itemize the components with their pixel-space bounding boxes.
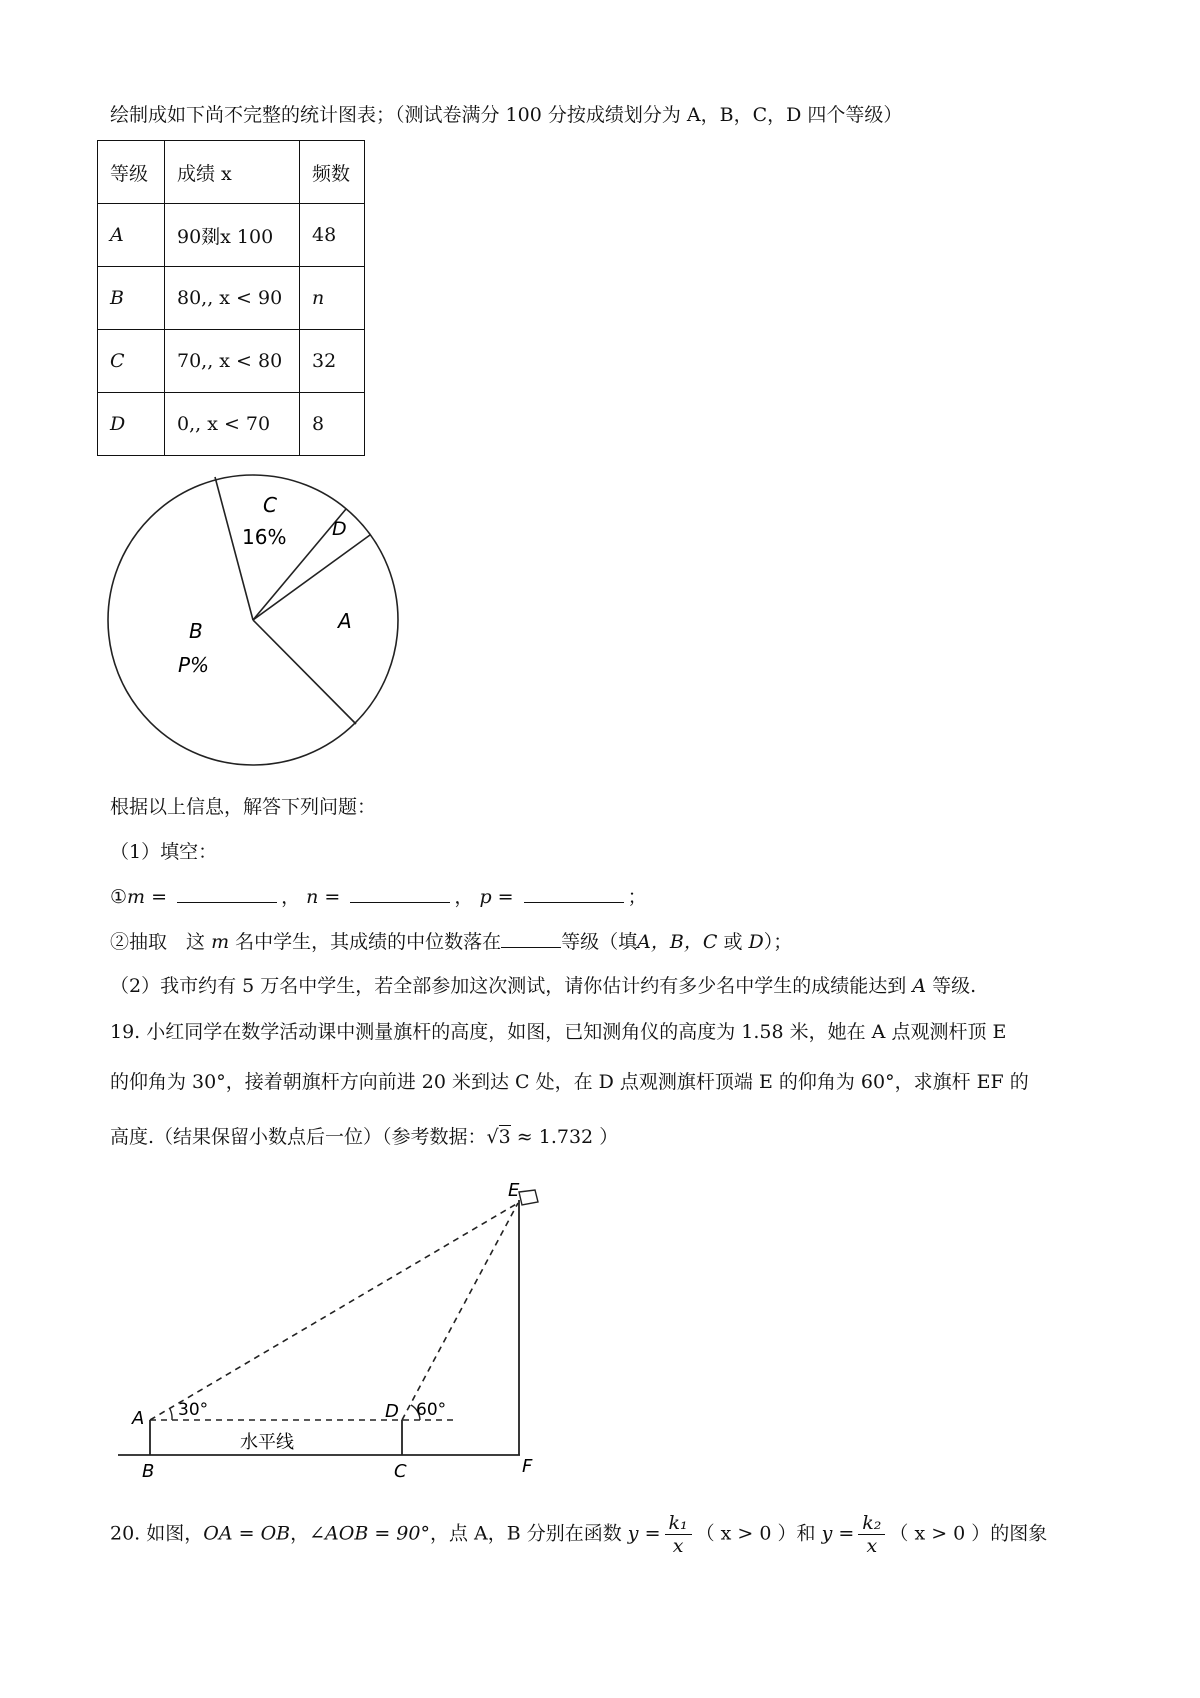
table-row bbox=[98, 330, 365, 393]
m-answer-blank[interactable] bbox=[177, 884, 277, 903]
table-row bbox=[98, 393, 365, 456]
table-cell: 0,, x < 70 bbox=[165, 393, 300, 456]
flag-icon bbox=[519, 1190, 538, 1205]
problem-19-line-1: 19. 小红同学在数学活动课中测量旗杆的高度，如图，已知测角仪的高度为 1.58 米，她在 A 点观测杆顶 E bbox=[110, 1021, 1007, 1043]
text: 20. 如图， bbox=[110, 1522, 204, 1545]
sqrt-radicand: 3 bbox=[498, 1126, 511, 1148]
end-punct: ； bbox=[627, 886, 647, 908]
label-d: D bbox=[385, 1401, 399, 1422]
letter-a: A bbox=[912, 975, 927, 997]
p-answer-blank[interactable] bbox=[524, 884, 624, 903]
table-cell: 8 bbox=[300, 393, 365, 456]
text: 或 bbox=[723, 931, 743, 953]
text: 等级（填 bbox=[561, 931, 638, 953]
flagpole-figure bbox=[100, 1180, 560, 1480]
sight-line-d-e bbox=[402, 1203, 518, 1420]
pie-label-a: A bbox=[338, 609, 352, 633]
equation: ∠AOB = 90° bbox=[309, 1522, 430, 1545]
equation: y = bbox=[821, 1522, 855, 1545]
table-cell: n bbox=[300, 267, 365, 330]
table-cell: A bbox=[98, 204, 165, 267]
m-label: m = bbox=[127, 886, 168, 908]
table-cell: B bbox=[98, 267, 165, 330]
angle-arc-30 bbox=[170, 1409, 172, 1420]
letter-d: D bbox=[748, 931, 764, 953]
label-a: A bbox=[132, 1408, 145, 1429]
pie-label-b-percent: P% bbox=[178, 653, 210, 677]
denominator: x bbox=[866, 1535, 878, 1557]
numerator: k₂ bbox=[858, 1512, 885, 1535]
text: 高度.（结果保留小数点后一位）（参考数据： bbox=[110, 1126, 487, 1148]
pie-label-c-percent: 16% bbox=[242, 525, 287, 549]
pie-label-c: C bbox=[263, 493, 277, 517]
intro-line: 绘制成如下尚不完整的统计图表；（测试卷满分 100 分按成绩划分为 A，B，C，D 四个等级） bbox=[110, 104, 903, 126]
median-answer-blank[interactable] bbox=[501, 929, 561, 948]
circled-number: ① bbox=[110, 886, 128, 908]
table-cell: C bbox=[98, 330, 165, 393]
table-row bbox=[98, 267, 365, 330]
label-angle-60: 60° bbox=[416, 1400, 447, 1420]
questions-lead: 根据以上信息，解答下列问题： bbox=[110, 796, 377, 818]
text: ≈ 1.732 ） bbox=[516, 1126, 619, 1148]
problem-19-line-3 bbox=[110, 1125, 618, 1149]
separator: ， bbox=[281, 886, 301, 908]
text: ，点 A，B 分别在函数 bbox=[429, 1522, 622, 1545]
n-label: n = bbox=[306, 886, 341, 908]
text: ， bbox=[290, 1522, 310, 1545]
text: ②抽取 这 bbox=[110, 931, 206, 953]
question-2 bbox=[110, 974, 976, 998]
sqrt-symbol: √ bbox=[486, 1126, 499, 1148]
label-f: F bbox=[522, 1456, 533, 1477]
equation: OA = OB bbox=[203, 1522, 291, 1545]
table-cell: D bbox=[98, 393, 165, 456]
pie-label-b: B bbox=[189, 619, 203, 643]
label-b: B bbox=[142, 1461, 155, 1480]
text: 名中学生，其成绩的中位数落在 bbox=[235, 931, 502, 953]
denominator: x bbox=[672, 1535, 684, 1557]
table-header-cell: 频数 bbox=[300, 141, 365, 204]
label-e: E bbox=[508, 1180, 520, 1201]
fraction-k2-over-x bbox=[858, 1512, 885, 1557]
p-label: p = bbox=[479, 886, 514, 908]
equation: y = bbox=[627, 1522, 661, 1545]
separator: ， bbox=[454, 886, 474, 908]
label-angle-30: 30° bbox=[178, 1400, 209, 1420]
letters: A，B，C bbox=[637, 931, 718, 953]
table-header-cell: 等级 bbox=[98, 141, 165, 204]
problem-20 bbox=[110, 1512, 1047, 1557]
table-header-row bbox=[98, 141, 365, 204]
table-cell: 90剟x 100 bbox=[165, 204, 300, 267]
question-1-fill-blanks bbox=[110, 884, 647, 909]
m-var: m bbox=[211, 931, 230, 953]
label-horizontal-line: 水平线 bbox=[240, 1432, 294, 1453]
table-header-cell: 成绩 x bbox=[165, 141, 300, 204]
table-cell: 32 bbox=[300, 330, 365, 393]
question-1-median bbox=[110, 929, 792, 954]
question-1-heading: （1）填空： bbox=[110, 841, 218, 863]
text: （2）我市约有 5 万名中学生，若全部参加这次测试，请你估计约有多少名中学生的成绩能达到 bbox=[110, 975, 907, 997]
text: （ x > 0 ）的图象 bbox=[889, 1522, 1048, 1545]
problem-19-line-2: 的仰角为 30°，接着朝旗杆方向前进 20 米到达 C 处，在 D 点观测旗杆顶端 E 的仰角为 60°，求旗杆 EF 的 bbox=[110, 1071, 1029, 1093]
table-row bbox=[98, 204, 365, 267]
table-cell: 48 bbox=[300, 204, 365, 267]
label-c: C bbox=[394, 1461, 407, 1480]
text: ）； bbox=[763, 931, 793, 953]
text: 等级. bbox=[932, 975, 977, 997]
pie-chart bbox=[100, 470, 410, 770]
pie-label-d: D bbox=[332, 518, 347, 540]
pie-divider-a-b bbox=[253, 620, 356, 724]
table-cell: 80,, x < 90 bbox=[165, 267, 300, 330]
sight-line-a-e bbox=[150, 1203, 518, 1420]
grade-frequency-table bbox=[97, 140, 365, 456]
fraction-k1-over-x bbox=[665, 1512, 692, 1557]
numerator: k₁ bbox=[665, 1512, 692, 1535]
table-cell: 70,, x < 80 bbox=[165, 330, 300, 393]
n-answer-blank[interactable] bbox=[350, 884, 450, 903]
text: （ x > 0 ）和 bbox=[695, 1522, 816, 1545]
